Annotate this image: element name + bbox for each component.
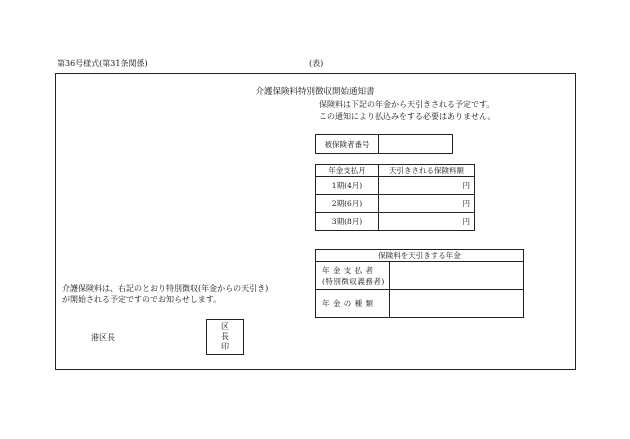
- schedule-header-amount: 天引きされる保険料額: [379, 165, 475, 177]
- page-side-label: (表): [309, 59, 324, 68]
- notice-text: [62, 283, 268, 305]
- intro-line: この通知により払込みをする必要はありません。: [319, 112, 496, 121]
- table-row: [316, 177, 475, 195]
- seal-char: 区: [221, 322, 229, 331]
- notice-line: が開始される予定ですのでお知らせします。: [62, 295, 222, 304]
- schedule-header-month: 年金支払月: [316, 165, 379, 177]
- pension-header: 保険料を天引きする年金: [316, 250, 524, 262]
- table-row: [316, 290, 524, 318]
- insured-number-label: 被保険者番号: [316, 135, 379, 154]
- schedule-amount[interactable]: [379, 213, 475, 231]
- notice-line: 介護保険料は、右記のとおり特別徴収(年金からの天引き): [62, 284, 269, 293]
- schedule-period: 1期(4月): [316, 177, 379, 195]
- schedule-period: 3期(8月): [316, 213, 379, 231]
- table-row: [316, 213, 475, 231]
- seal-char: 長: [221, 332, 229, 341]
- insured-number-table: [315, 134, 453, 154]
- schedule-period: 2期(6月): [316, 195, 379, 213]
- insured-number-field[interactable]: [379, 135, 453, 154]
- pension-table: [315, 249, 524, 318]
- seal-char: 印: [221, 342, 229, 351]
- intro-line: 保険料は下記の年金から天引きされる予定です。: [319, 100, 495, 109]
- table-row: [316, 195, 475, 213]
- table-row: [316, 262, 524, 290]
- premium-schedule-table: [315, 164, 475, 231]
- yen-unit: 円: [462, 181, 470, 190]
- intro-text: [319, 99, 495, 123]
- mayor-name: 港区長: [91, 333, 115, 342]
- pension-payer-label: [316, 262, 390, 290]
- document-title: 介護保険料特別徴収開始通知書: [255, 87, 375, 97]
- official-seal: [206, 319, 244, 355]
- yen-unit: 円: [462, 199, 470, 208]
- yen-unit: 円: [462, 217, 470, 226]
- payer-label-line: 年 金 支 払 者: [322, 265, 374, 275]
- schedule-amount[interactable]: [379, 195, 475, 213]
- payer-label-line: (特別徴収義務者): [322, 276, 385, 286]
- form-number: 第36号様式(第31条関係): [57, 59, 148, 68]
- pension-payer-field[interactable]: [390, 262, 524, 290]
- schedule-amount[interactable]: [379, 177, 475, 195]
- pension-type-label: 年 金 の 種 類: [316, 290, 390, 318]
- pension-type-field[interactable]: [390, 290, 524, 318]
